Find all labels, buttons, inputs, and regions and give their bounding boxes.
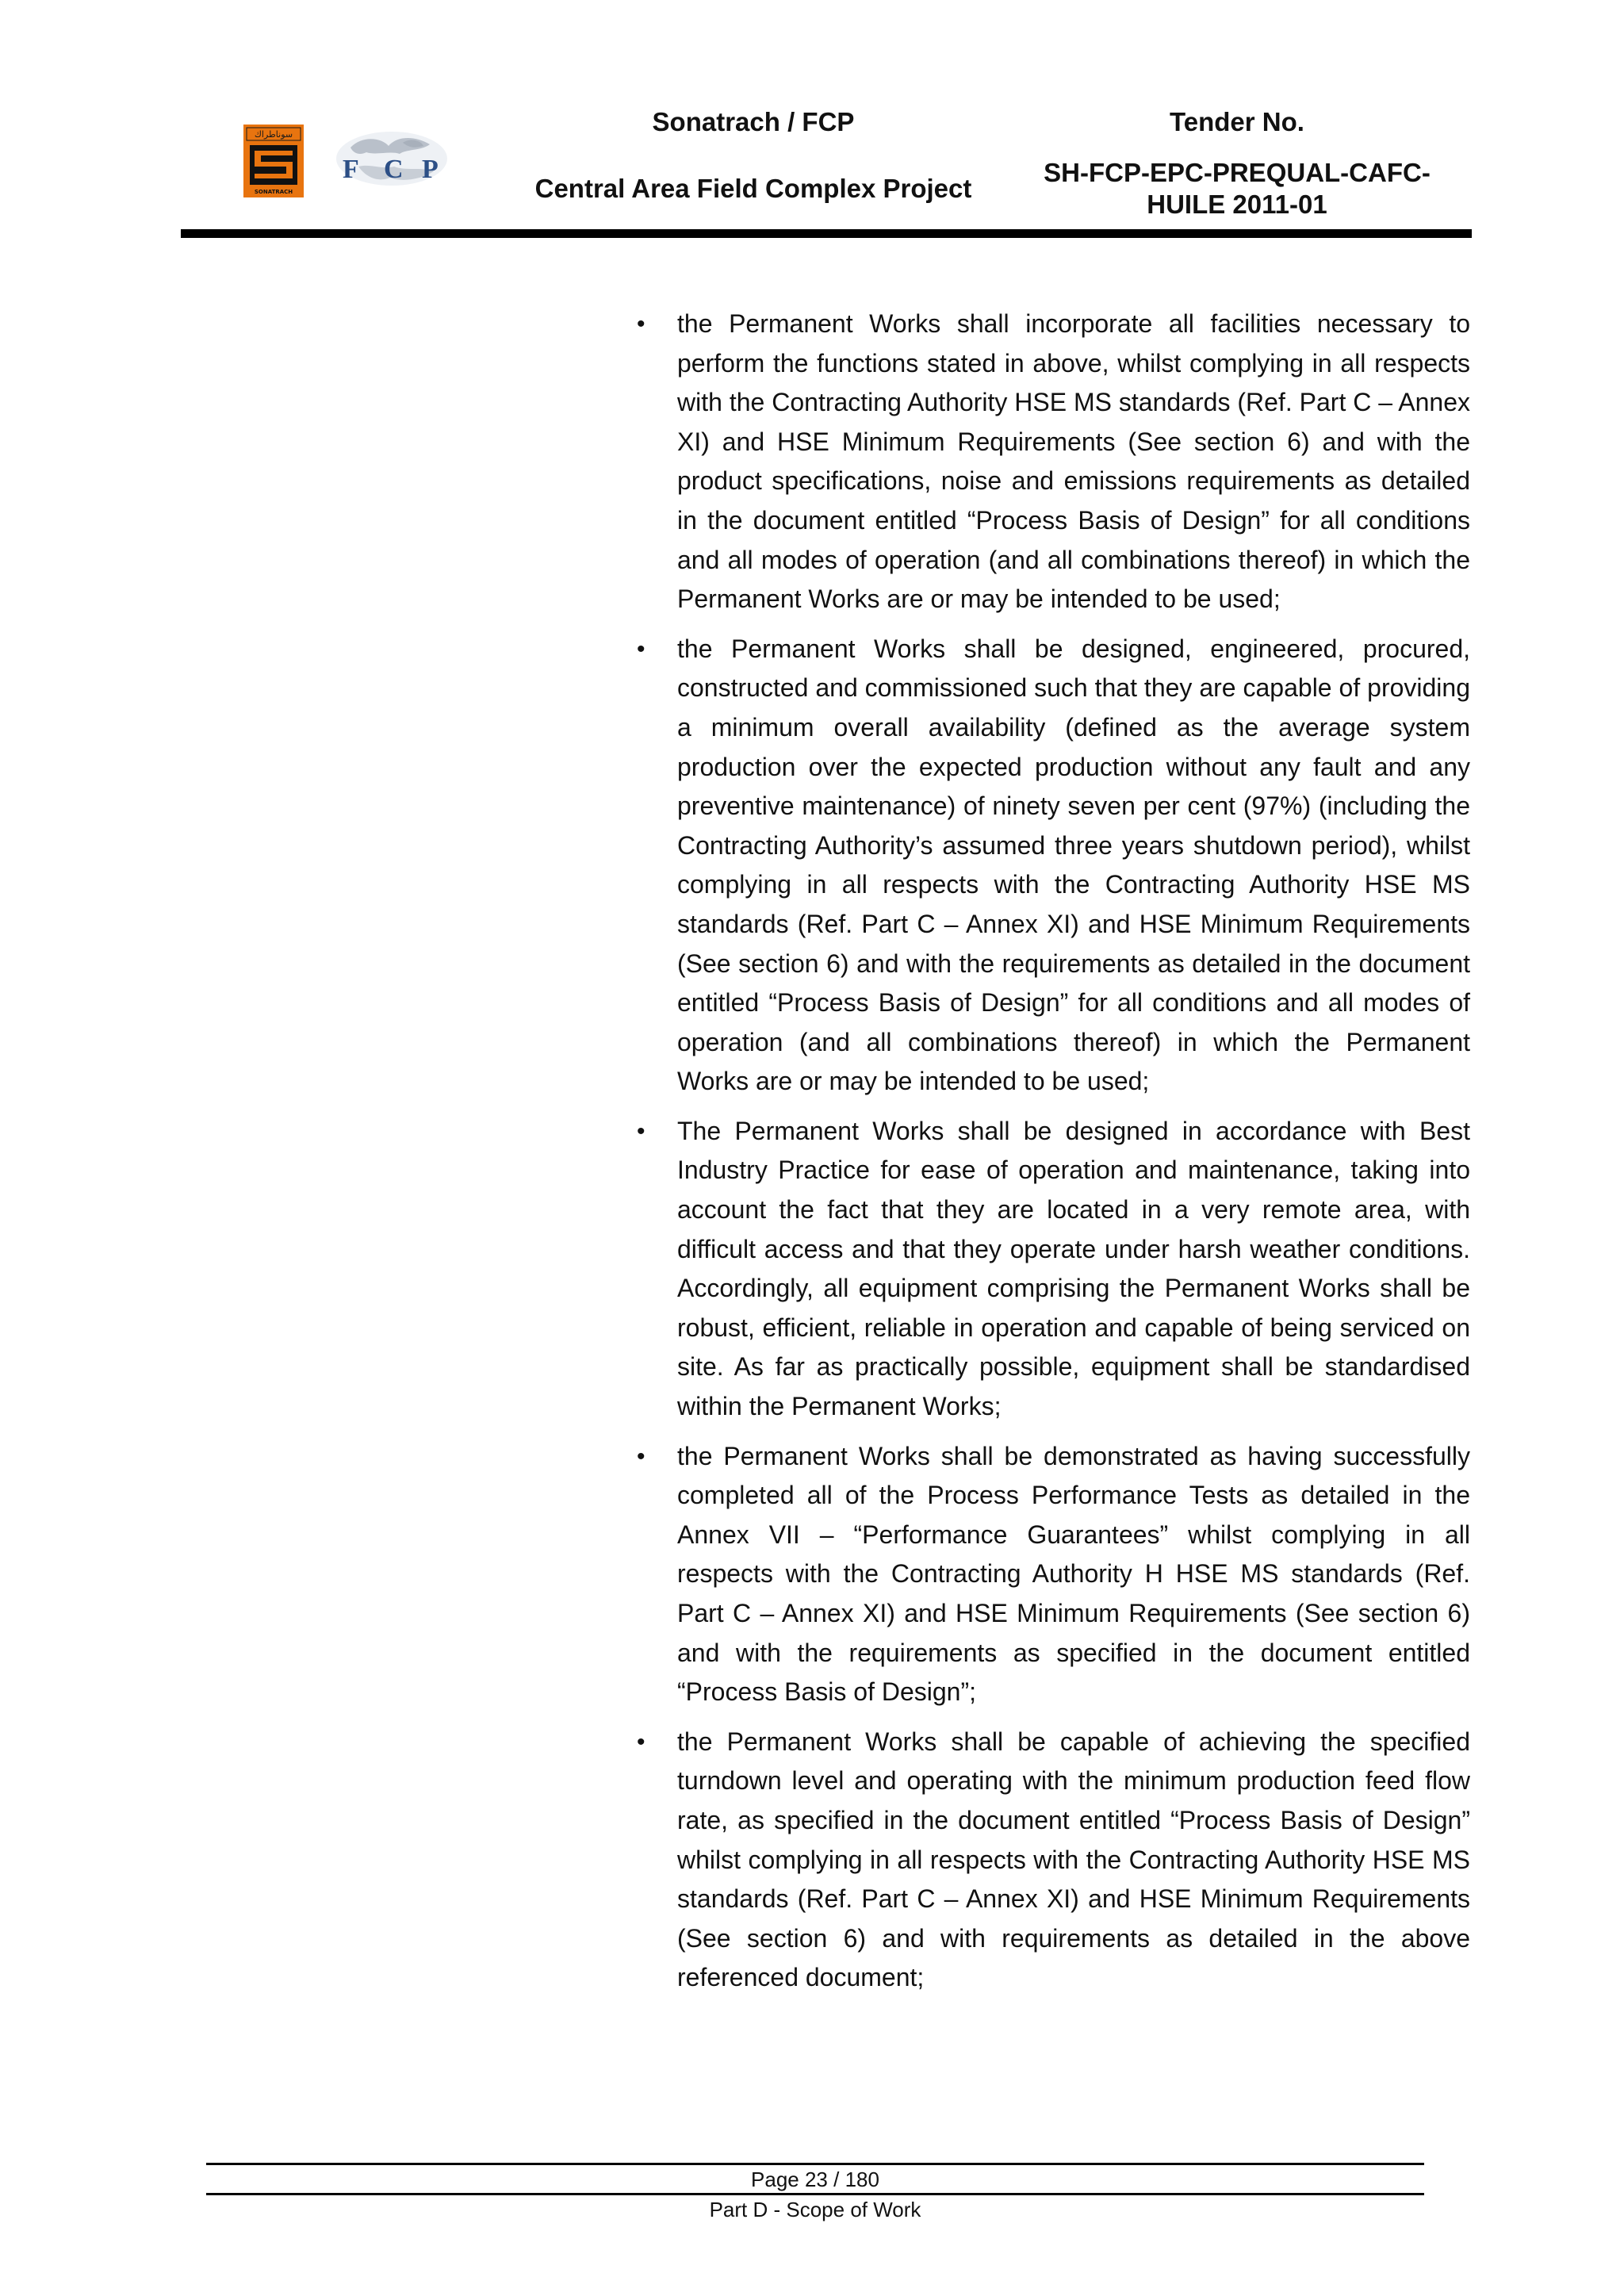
requirements-list bbox=[634, 305, 1470, 2008]
bullet-icon: • bbox=[637, 1728, 645, 1755]
bullet-icon: • bbox=[637, 1443, 645, 1470]
header-divider bbox=[181, 229, 1472, 238]
list-item bbox=[634, 1723, 1470, 1998]
fcp-letter-p: P bbox=[422, 155, 439, 184]
document-part-label: Part D - Scope of Work bbox=[709, 2198, 921, 2221]
footer-divider-top bbox=[206, 2163, 1424, 2165]
page-number: Page 23 / 180 bbox=[751, 2168, 879, 2191]
fcp-letter-c: C bbox=[384, 155, 404, 184]
footer-divider-bottom bbox=[206, 2193, 1424, 2195]
list-item bbox=[634, 305, 1470, 619]
list-item-text: the Permanent Works shall incorporate all facilities necessary to perform the functions stated in above, whilst complying in all respects with the Contracting Authority HSE MS standards (Ref. Part C – Annex XI) and HSE Minimum Requirements (See section 6) and with the product specifications, noise and emissions requirements as detailed in the document entitled “Process Basis of Design” for all conditions and all modes of operation (and all combinations thereof) in which the Permanent Works are or may be intended to be used; bbox=[677, 309, 1470, 614]
sonatrach-logo-text: SONATRACH bbox=[254, 189, 293, 195]
list-item bbox=[634, 630, 1470, 1102]
sonatrach-logo bbox=[243, 125, 304, 197]
header-tender-number: SH-FCP-EPC-PREQUAL-CAFC-HUILE 2011-01 bbox=[1044, 158, 1431, 219]
list-item-text: The Permanent Works shall be designed in accordance with Best Industry Practice for ease of operation and maintenance, taking into account the fact that they are located in a very remote area, with difficult access and that they operate under harsh weather conditions. Accordingly, all equipment comprising the Permanent Works shall be robust, efficient, reliable in operation and capable of being serviced on site. As far as practically possible, equipment shall be standardised within the Permanent Works; bbox=[677, 1116, 1470, 1421]
header-company: Sonatrach / FCP bbox=[652, 107, 855, 136]
bullet-icon: • bbox=[637, 635, 645, 662]
list-item-text: the Permanent Works shall be demonstrated as having successfully completed all of the Process Performance Tests as detailed in the Annex VII – “Performance Guarantees” whilst complying in all respects with the Contracting Authority H HSE MS standards (Ref. Part C – Annex XI) and HSE Minimum Requirements (See section 6) and with the requirements as specified in the document entitled “Process Basis of Design”; bbox=[677, 1441, 1470, 1707]
fcp-globe-icon bbox=[327, 127, 454, 197]
sonatrach-logo-mark bbox=[243, 125, 304, 197]
fcp-logo bbox=[327, 127, 454, 197]
list-item bbox=[634, 1112, 1470, 1427]
sonatrach-arabic-text: سوناطراك bbox=[254, 129, 293, 140]
header-tender-label: Tender No. bbox=[1170, 107, 1304, 136]
bullet-icon: • bbox=[637, 311, 645, 337]
list-item-text: the Permanent Works shall be capable of achieving the specified turndown level and operating with the minimum production feed flow rate, as specified in the document entitled “Process Basis of Design” whilst complying in all respects with the Contracting Authority HSE MS standards (Ref. Part C – Annex XI) and HSE Minimum Requirements (See section 6) and with requirements as detailed in the above referenced document; bbox=[677, 1727, 1470, 1992]
fcp-letter-f: F bbox=[343, 155, 359, 184]
header-project-title: Central Area Field Complex Project bbox=[534, 174, 972, 203]
list-item bbox=[634, 1437, 1470, 1712]
list-item-text: the Permanent Works shall be designed, engineered, procured, constructed and commissioned such that they are capable of providing a minimum overall availability (defined as the average system production over the expected production without any fault and any preventive maintenance) of ninety seven per cent (97%) (including the Contracting Authority’s assumed three years shutdown period), whilst complying in all respects with the Contracting Authority HSE MS standards (Ref. Part C – Annex XI) and HSE Minimum Requirements (See section 6) and with the requirements as detailed in the document entitled “Process Basis of Design” for all conditions and all modes of operation (and all combinations thereof) in which the Permanent Works are or may be intended to be used; bbox=[677, 634, 1470, 1096]
bullet-icon: • bbox=[637, 1117, 645, 1144]
